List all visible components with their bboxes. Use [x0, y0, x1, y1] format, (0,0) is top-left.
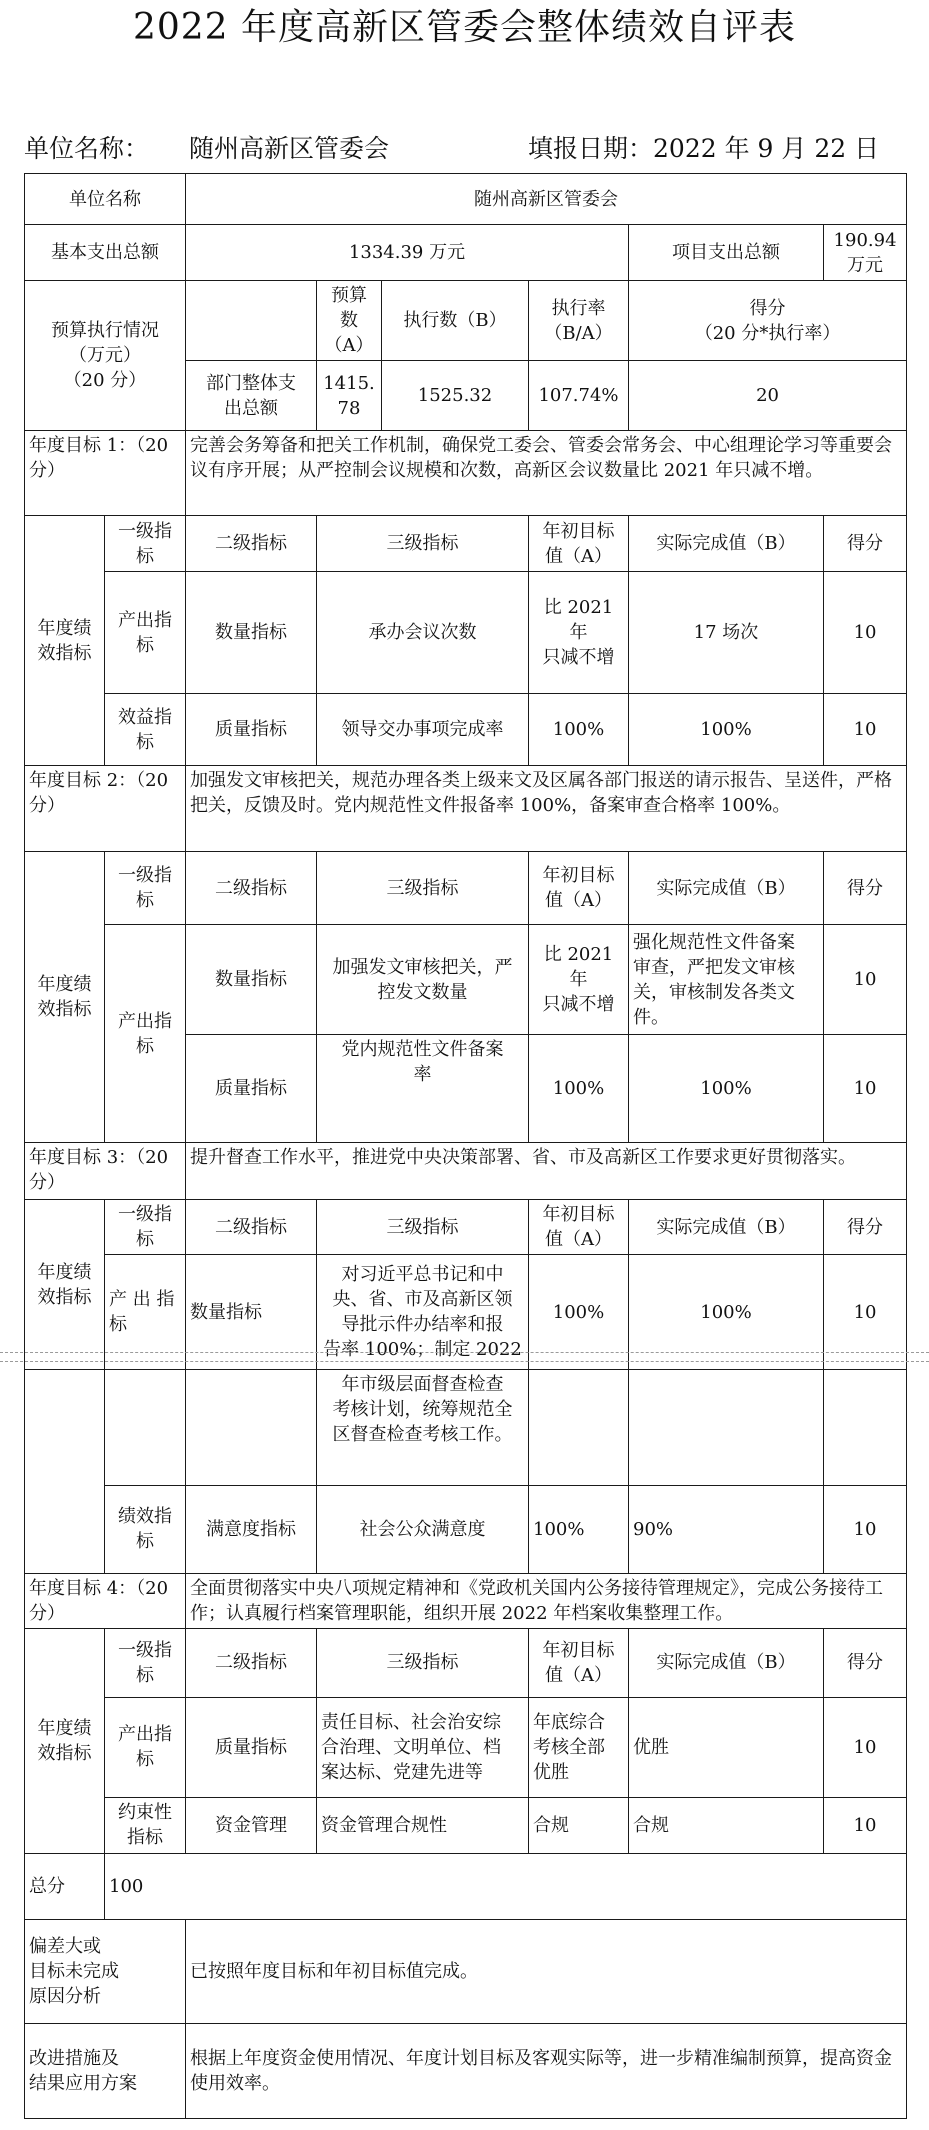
budget-a-value: 1415. 78 [317, 361, 382, 431]
goal3-cont-l2 [186, 1370, 317, 1485]
col-budget-score: 得分 （20 分*执行率） [629, 281, 907, 361]
goal2-side-label: 年度绩 效指标 [25, 852, 105, 1143]
goal1-r2-l3: 领导交办事项完成率 [317, 694, 529, 766]
improve-label: 改进措施及 结果应用方案 [25, 2023, 186, 2118]
goal4-r1-l2: 质量指标 [186, 1697, 317, 1797]
goal3-cont-l3: 年市级层面督查检查 考核计划，统筹规范全 区督查检查考核工作。 [317, 1370, 529, 1485]
goal2-col-score: 得分 [824, 852, 907, 925]
goal3-col-score: 得分 [824, 1200, 907, 1255]
goal2-r1-l3: 加强发文审核把关，严 控发文数量 [317, 925, 529, 1035]
goal1-col-score: 得分 [824, 516, 907, 572]
goal3-label: 年度目标 3：（20 分） [25, 1143, 186, 1200]
goal4-r1-target: 年底综合 考核全部 优胜 [529, 1697, 629, 1797]
goal2-label: 年度目标 2：（20 分） [25, 766, 186, 852]
goal1-col-l1: 一级指 标 [105, 516, 186, 572]
table-row [25, 1697, 907, 1797]
goal2-col-actual: 实际完成值（B） [629, 852, 824, 925]
goal2-r2-score: 10 [824, 1035, 907, 1143]
goal3-r2-target: 100% [529, 1485, 629, 1573]
execution-b-value: 1525.32 [382, 361, 529, 431]
execution-rate-value: 107.74% [529, 361, 629, 431]
goal4-r2-score: 10 [824, 1797, 907, 1853]
unit-name-label: 单位名称 [25, 174, 186, 225]
budget-score-value: 20 [629, 361, 907, 431]
goal3-col-actual: 实际完成值（B） [629, 1200, 824, 1255]
goal2-r1-actual: 强化规范性文件备案 审查，严把发文审核 关，审核制发各类文 件。 [629, 925, 824, 1035]
goal4-r1-l1: 产出指 标 [105, 1697, 186, 1797]
unit-line-value: 随州高新区管委会 [189, 134, 390, 163]
table-row [25, 572, 907, 694]
goal3-r2-actual: 90% [629, 1485, 824, 1573]
goal2-text: 加强发文审核把关，规范办理各类上级来文及区属各部门报送的请示报告、呈送件，严格把关，反馈及时。党内规范性文件报备率 100%，备案审查合格率 100%。 [186, 766, 907, 852]
table-row [25, 1797, 907, 1853]
goal4-col-target: 年初目标 值（A） [529, 1628, 629, 1697]
col-budget-a: 预算 数（A） [317, 281, 382, 361]
goal4-r1-actual: 优胜 [629, 1697, 824, 1797]
project-expense-label: 项目支出总额 [629, 225, 824, 281]
goal3-col-l2: 二级指标 [186, 1200, 317, 1255]
goal2-r2-l3: 党内规范性文件备案 率 [317, 1035, 529, 1143]
goal4-r1-score: 10 [824, 1697, 907, 1797]
goal1-r1-l2: 数量指标 [186, 572, 317, 694]
budget-execution-label: 预算执行情况 （万元） （20 分） [25, 281, 186, 431]
goal3-col-l3: 三级指标 [317, 1200, 529, 1255]
unit-name-value: 随州高新区管委会 [186, 174, 907, 225]
goal2-l1: 产出指 标 [105, 925, 186, 1143]
goal2-r2-actual: 100% [629, 1035, 824, 1143]
goal3-r2-l1: 绩效指 标 [105, 1485, 186, 1573]
goal1-r1-l1: 产出指 标 [105, 572, 186, 694]
goal3-side-label: 年度绩 效指标 [25, 1200, 105, 1370]
goal3-r2-l2: 满意度指标 [186, 1485, 317, 1573]
goal2-r1-target: 比 2021 年 只减不增 [529, 925, 629, 1035]
goal1-text: 完善会务筹备和把关工作机制，确保党工委会、管委会常务会、中心组理论学习等重要会议有序开展；从严控制会议规模和次数，高新区会议数量比 2021 年只减不增。 [186, 431, 907, 516]
goal4-label: 年度目标 4：（20 分） [25, 1573, 186, 1628]
goal3-col-l1: 一级指 标 [105, 1200, 186, 1255]
goal3-cont-score [824, 1370, 907, 1485]
goal4-col-actual: 实际完成值（B） [629, 1628, 824, 1697]
goal4-r2-l1: 约束性 指标 [105, 1797, 186, 1853]
goal1-r2-actual: 100% [629, 694, 824, 766]
goal3-cont-side [25, 1370, 105, 1573]
goal4-col-l2: 二级指标 [186, 1628, 317, 1697]
goal3-cont-actual [629, 1370, 824, 1485]
goal3-cont-l1 [105, 1370, 186, 1485]
col-execution-b: 执行数（B） [382, 281, 529, 361]
goal1-r2-l2: 质量指标 [186, 694, 317, 766]
table-row [25, 694, 907, 766]
goal2-col-l1: 一级指 标 [105, 852, 186, 925]
goal4-r2-actual: 合规 [629, 1797, 824, 1853]
goal3-r1-actual: 100% [629, 1255, 824, 1370]
unit-line [24, 128, 389, 170]
goal3-r2-l3: 社会公众满意度 [317, 1485, 529, 1573]
goal1-label: 年度目标 1：（20 分） [25, 431, 186, 516]
goal3-r1-score: 10 [824, 1255, 907, 1370]
goal4-text: 全面贯彻落实中央八项规定精神和《党政机关国内公务接待管理规定》，完成公务接待工作；认真履行档案管理职能，组织开展 2022 年档案收集整理工作。 [186, 1573, 907, 1628]
date-line-label: 填报日期： [528, 134, 654, 163]
goal1-r2-target: 100% [529, 694, 629, 766]
goal4-r2-target: 合规 [529, 1797, 629, 1853]
goal2-r2-l2: 质量指标 [186, 1035, 317, 1143]
page-break-line-top [0, 1352, 929, 1353]
total-value: 100 [105, 1853, 907, 1919]
goal4-r1-l3: 责任目标、社会治安综 合治理、文明单位、档 案达标、党建先进等 [317, 1697, 529, 1797]
improve-text: 根据上年度资金使用情况、年度计划目标及客观实际等，进一步精准编制预算，提高资金使用效率。 [186, 2023, 907, 2118]
dept-total-expense-label: 部门整体支 出总额 [186, 361, 317, 431]
goal2-col-l2: 二级指标 [186, 852, 317, 925]
goal3-r1-l3: 对习近平总书记和中 央、省、市及高新区领 导批示件办结率和报 告率 100%；制定 2022 [317, 1255, 529, 1370]
goal3-cont-target [529, 1370, 629, 1485]
deviation-text: 已按照年度目标和年初目标值完成。 [186, 1919, 907, 2023]
date-line-value: 2022 年 9 月 22 日 [653, 134, 880, 163]
goal3-col-target: 年初目标 值（A） [529, 1200, 629, 1255]
unit-line-label: 单位名称： [24, 134, 150, 163]
table-row [25, 1485, 907, 1573]
goal4-side-label: 年度绩 效指标 [25, 1628, 105, 1853]
goal4-r2-l2: 资金管理 [186, 1797, 317, 1853]
total-label: 总分 [25, 1853, 105, 1919]
goal1-r1-target: 比 2021 年 只减不增 [529, 572, 629, 694]
goal4-col-l3: 三级指标 [317, 1628, 529, 1697]
goal2-col-target: 年初目标 值（A） [529, 852, 629, 925]
date-line [528, 128, 879, 170]
goal3-r2-score: 10 [824, 1485, 907, 1573]
goal2-col-l3: 三级指标 [317, 852, 529, 925]
goal3-r1-l1: 产 出 指 标 [105, 1255, 186, 1370]
evaluation-table-part1 [24, 173, 907, 1370]
page-break-line-bottom [0, 1361, 929, 1362]
goal3-text: 提升督查工作水平，推进党中央决策部署、省、市及高新区工作要求更好贯彻落实。 [186, 1143, 907, 1200]
budget-empty-cell [186, 281, 317, 361]
goal4-r2-l3: 资金管理合规性 [317, 1797, 529, 1853]
goal1-r2-score: 10 [824, 694, 907, 766]
goal3-r1-target: 100% [529, 1255, 629, 1370]
col-execution-rate: 执行率 （B/A） [529, 281, 629, 361]
goal1-r1-l3: 承办会议次数 [317, 572, 529, 694]
goal2-r1-score: 10 [824, 925, 907, 1035]
goal1-col-l3: 三级指标 [317, 516, 529, 572]
goal1-side-label: 年度绩 效指标 [25, 516, 105, 766]
table-row [25, 925, 907, 1035]
basic-expense-value: 1334.39 万元 [186, 225, 629, 281]
goal1-r1-score: 10 [824, 572, 907, 694]
deviation-label: 偏差大或 目标未完成 原因分析 [25, 1919, 186, 2023]
goal1-col-l2: 二级指标 [186, 516, 317, 572]
goal4-col-score: 得分 [824, 1628, 907, 1697]
project-expense-value: 190.94 万元 [824, 225, 907, 281]
goal2-r2-target: 100% [529, 1035, 629, 1143]
goal1-r2-l1: 效益指 标 [105, 694, 186, 766]
goal2-r1-l2: 数量指标 [186, 925, 317, 1035]
goal3-r1-l2: 数量指标 [186, 1255, 317, 1370]
evaluation-table-part2 [24, 1370, 907, 2119]
goal1-col-target: 年初目标 值（A） [529, 516, 629, 572]
goal1-r1-actual: 17 场次 [629, 572, 824, 694]
page-title: 2022 年度高新区管委会整体绩效自评表 [132, 7, 797, 48]
goal4-col-l1: 一级指 标 [105, 1628, 186, 1697]
goal1-col-actual: 实际完成值（B） [629, 516, 824, 572]
basic-expense-label: 基本支出总额 [25, 225, 186, 281]
